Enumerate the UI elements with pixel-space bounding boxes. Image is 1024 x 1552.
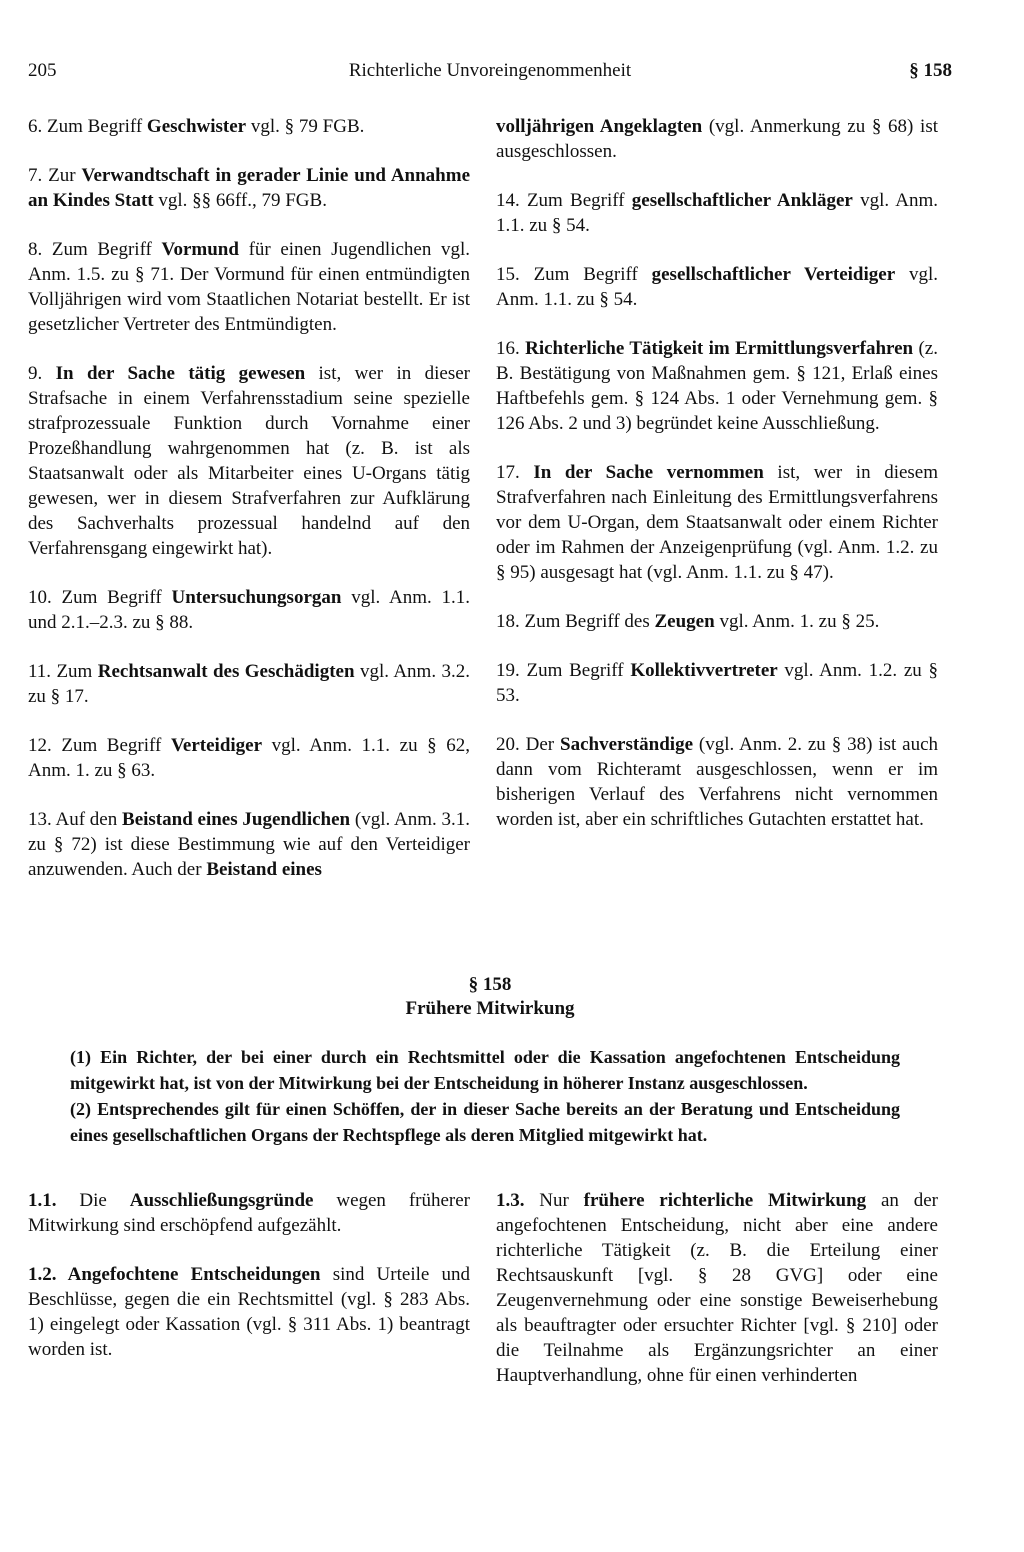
notes-column-left bbox=[28, 114, 470, 882]
note-10: 10. Zum Begriff Untersuchungsorgan vgl. Anm. 1.1. und 2.1.–2.3. zu § 88. bbox=[28, 587, 470, 633]
note-1-3: 1.3. Nur frühere richterliche Mitwirkung an der angefochtenen Entscheidung, nicht aber eine andere richterliche Tätigkeit (z. B. die Erteilung einer Rechtsauskunft [vgl. § 28 GVG] oder eine Zeugenvernehmung oder eine sonstige Beweiserhebung als beauftragter oder ersuchter Richter [vgl. § 210] oder die Teilnahme als Ergänzungsrichter an einer Hauptverhandlung, ohne für einen verhinderten bbox=[496, 1190, 938, 1386]
section-number: § 158 bbox=[468, 974, 512, 995]
note-11: 11. Zum Rechtsanwalt des Geschädigten vgl. Anm. 3.2. zu § 17. bbox=[28, 661, 470, 707]
note-19: 19. Zum Begriff Kollektivvertreter vgl. Anm. 1.2. zu § 53. bbox=[496, 660, 938, 706]
note-13: 13. Auf den Beistand eines Jugendlichen (vgl. Anm. 3.1. zu § 72) ist diese Bestimmung wie auf den Verteidiger anzuwenden. Auch der Beistand eines bbox=[28, 809, 470, 880]
note-16: 16. Richterliche Tätigkeit im Ermittlungsverfahren (z. B. Bestätigung von Maßnahmen gem. § 121, Erlaß eines Haftbefehls gem. § 124 Abs. 1 oder Vernehmung gem. § 126 Abs. 2 und 3) begründet keine Ausschließung. bbox=[496, 338, 938, 434]
statute-paragraph-1: (1) Ein Richter, der bei einer durch ein Rechtsmittel oder die Kassation angefochtenen Entscheidung mitgewirkt hat, ist von der Mitwirkung bei der Entscheidung in höherer Instanz ausgeschlossen. bbox=[70, 1047, 900, 1093]
note-8: 8. Zum Begriff Vormund für einen Jugendlichen vgl. Anm. 1.5. zu § 71. Der Vormund für einen entmündigten Volljährigen wird vom Staatlichen Notariat bestellt. Er ist gesetzlicher Vertreter des Entmündigten. bbox=[28, 239, 470, 335]
note-13-continued: volljährigen Angeklagten (vgl. Anmerkung zu § 68) ist ausgeschlossen. bbox=[496, 116, 938, 162]
note-14: 14. Zum Begriff gesellschaftlicher Ankläger vgl. Anm. 1.1. zu § 54. bbox=[496, 190, 939, 236]
note-1-1: 1.1. Die Ausschließungsgründe wegen früherer Mitwirkung sind erschöpfend aufgezählt. bbox=[28, 1190, 470, 1236]
statute-paragraph-2: (2) Entsprechendes gilt für einen Schöffen, der in dieser Sache bereits an der Beratung und Entscheidung eines gesellschaftlichen Organs der Rechtspflege als deren Mitglied mitgewirkt hat. bbox=[70, 1099, 900, 1145]
commentary-column-left bbox=[28, 1188, 470, 1362]
header-section: § 158 bbox=[909, 60, 952, 81]
statute-text bbox=[70, 1044, 900, 1148]
note-18: 18. Zum Begriff des Zeugen vgl. Anm. 1. zu § 25. bbox=[496, 611, 880, 632]
page-number: 205 bbox=[28, 60, 57, 81]
note-9: 9. In der Sache tätig gewesen ist, wer in dieser Strafsache in einem Verfahrensstadium seine spezielle strafprozessuale Funktion durch Vornahme einer Prozeßhandlung wahrgenommen hat (z. B. ist als Staatsanwalt oder als Mitarbeiter eines U-Organs tätig gewesen, wer in diesem Strafverfahren zur Aufklärung des Sachverhalts prozessual handelnd auf den Verfahrensgang eingewirkt hat). bbox=[28, 363, 471, 559]
note-12: 12. Zum Begriff Verteidiger vgl. Anm. 1.1. zu § 62, Anm. 1. zu § 63. bbox=[28, 735, 470, 781]
note-20: 20. Der Sachverständige (vgl. Anm. 2. zu § 38) ist auch dann vom Richteramt ausgeschlossen, wenn er im bisherigen Verlauf des Verfahrens nicht vernommen worden ist, aber ein schriftliches Gutachten erstattet hat. bbox=[496, 734, 939, 830]
running-title: Richterliche Unvoreingenommenheit bbox=[348, 60, 632, 81]
note-1-2: 1.2. Angefochtene Entscheidungen sind Urteile und Beschlüsse, gegen die ein Rechtsmittel (vgl. § 283 Abs. 1) eingelegt oder Kassation (vgl. § 311 Abs. 1) beantragt worden ist. bbox=[28, 1264, 470, 1360]
page-header bbox=[28, 60, 952, 90]
note-15: 15. Zum Begriff gesellschaftlicher Verteidiger vgl. Anm. 1.1. zu § 54. bbox=[496, 264, 939, 310]
note-17: 17. In der Sache vernommen ist, wer in diesem Strafverfahren nach Einleitung des Ermittlungsverfahrens vor dem U-Organ, dem Staatsanwalt oder einem Richter oder im Rahmen der Anzeigenprüfung (vgl. Anm. 1.2. zu § 95) ausgesagt hat (vgl. Anm. 1.1. zu § 47). bbox=[496, 462, 939, 583]
notes-column-right bbox=[496, 114, 938, 832]
commentary-column-right bbox=[496, 1188, 938, 1388]
section-title: Frühere Mitwirkung bbox=[405, 998, 575, 1019]
note-7: 7. Zur Verwandtschaft in gerader Linie und Annahme an Kindes Statt vgl. §§ 66ff., 79 FGB. bbox=[28, 165, 470, 211]
note-6: 6. Zum Begriff Geschwister vgl. § 79 FGB. bbox=[28, 116, 365, 137]
